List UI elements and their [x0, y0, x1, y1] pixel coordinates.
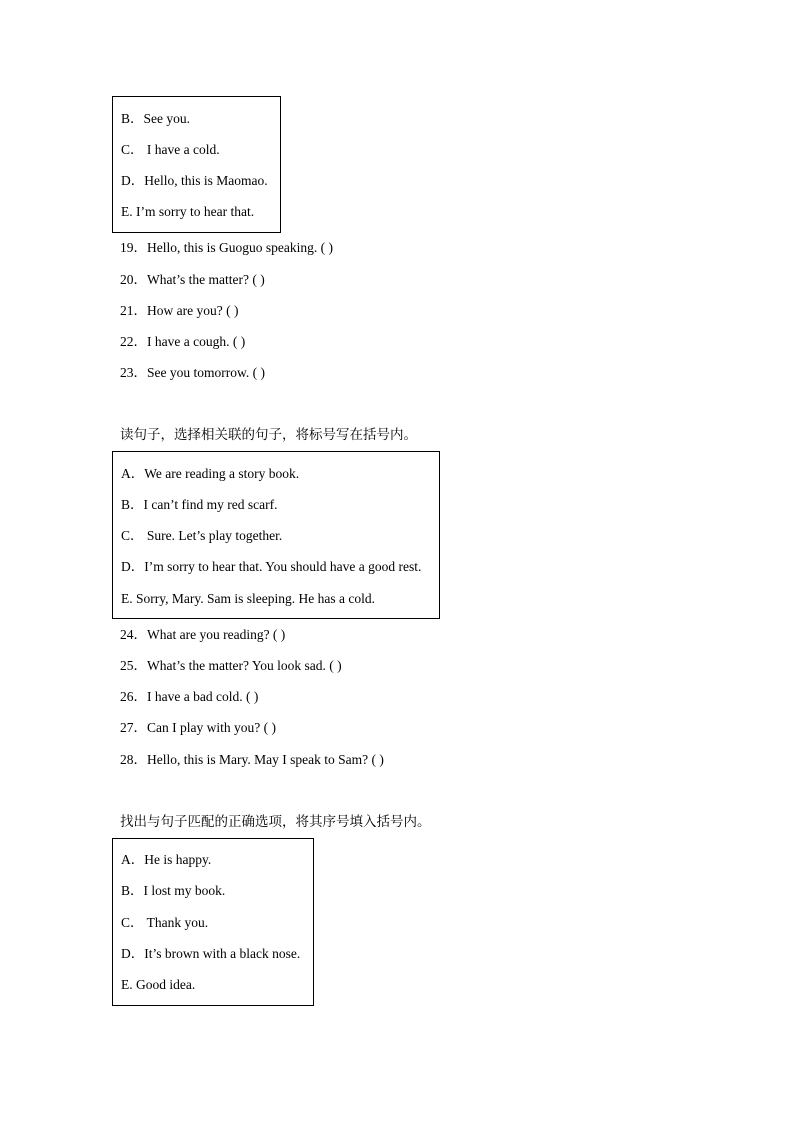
option-b: B．I lost my book.: [121, 883, 226, 898]
question-20: 20．What’s the matter? ( ): [120, 272, 265, 287]
question-24: 24．What are you reading? ( ): [120, 627, 286, 642]
question-25: 25．What’s the matter? You look sad. ( ): [120, 658, 342, 673]
options-box-1: [112, 96, 281, 233]
question-28: 28．Hello, this is Mary. May I speak to Sam? ( ): [120, 752, 384, 767]
option-e: E. Sorry, Mary. Sam is sleeping. He has a cold.: [121, 591, 375, 606]
option-c: C． Thank you.: [121, 915, 209, 930]
question-27: 27．Can I play with you? ( ): [120, 720, 276, 735]
option-c: C． I have a cold.: [121, 142, 220, 157]
option-a: A．We are reading a story book.: [121, 466, 300, 481]
option-d: D．It’s brown with a black nose.: [121, 946, 301, 961]
question-21: 21．How are you? ( ): [120, 303, 239, 318]
instruction-3: 找出与句子匹配的正确选项，将其序号填入括号内。: [120, 814, 431, 830]
question-23: 23．See you tomorrow. ( ): [120, 365, 265, 380]
question-22: 22．I have a cough. ( ): [120, 334, 246, 349]
option-d: D．I’m sorry to hear that. You should have a good rest.: [121, 559, 422, 574]
option-b: B．See you.: [121, 111, 190, 126]
option-d: D．Hello, this is Maomao.: [121, 173, 268, 188]
question-26: 26．I have a bad cold. ( ): [120, 689, 259, 704]
options-box-3: [112, 838, 314, 1006]
options-box-2: [112, 451, 440, 619]
option-a: A．He is happy.: [121, 852, 212, 867]
question-19: 19．Hello, this is Guoguo speaking. ( ): [120, 240, 333, 255]
option-b: B．I can’t find my red scarf.: [121, 497, 278, 512]
instruction-2: 读句子，选择相关联的句子，将标号写在括号内。: [120, 427, 417, 443]
option-e: E. Good idea.: [121, 977, 196, 992]
option-e: E. I’m sorry to hear that.: [121, 204, 255, 219]
option-c: C． Sure. Let’s play together.: [121, 528, 283, 543]
